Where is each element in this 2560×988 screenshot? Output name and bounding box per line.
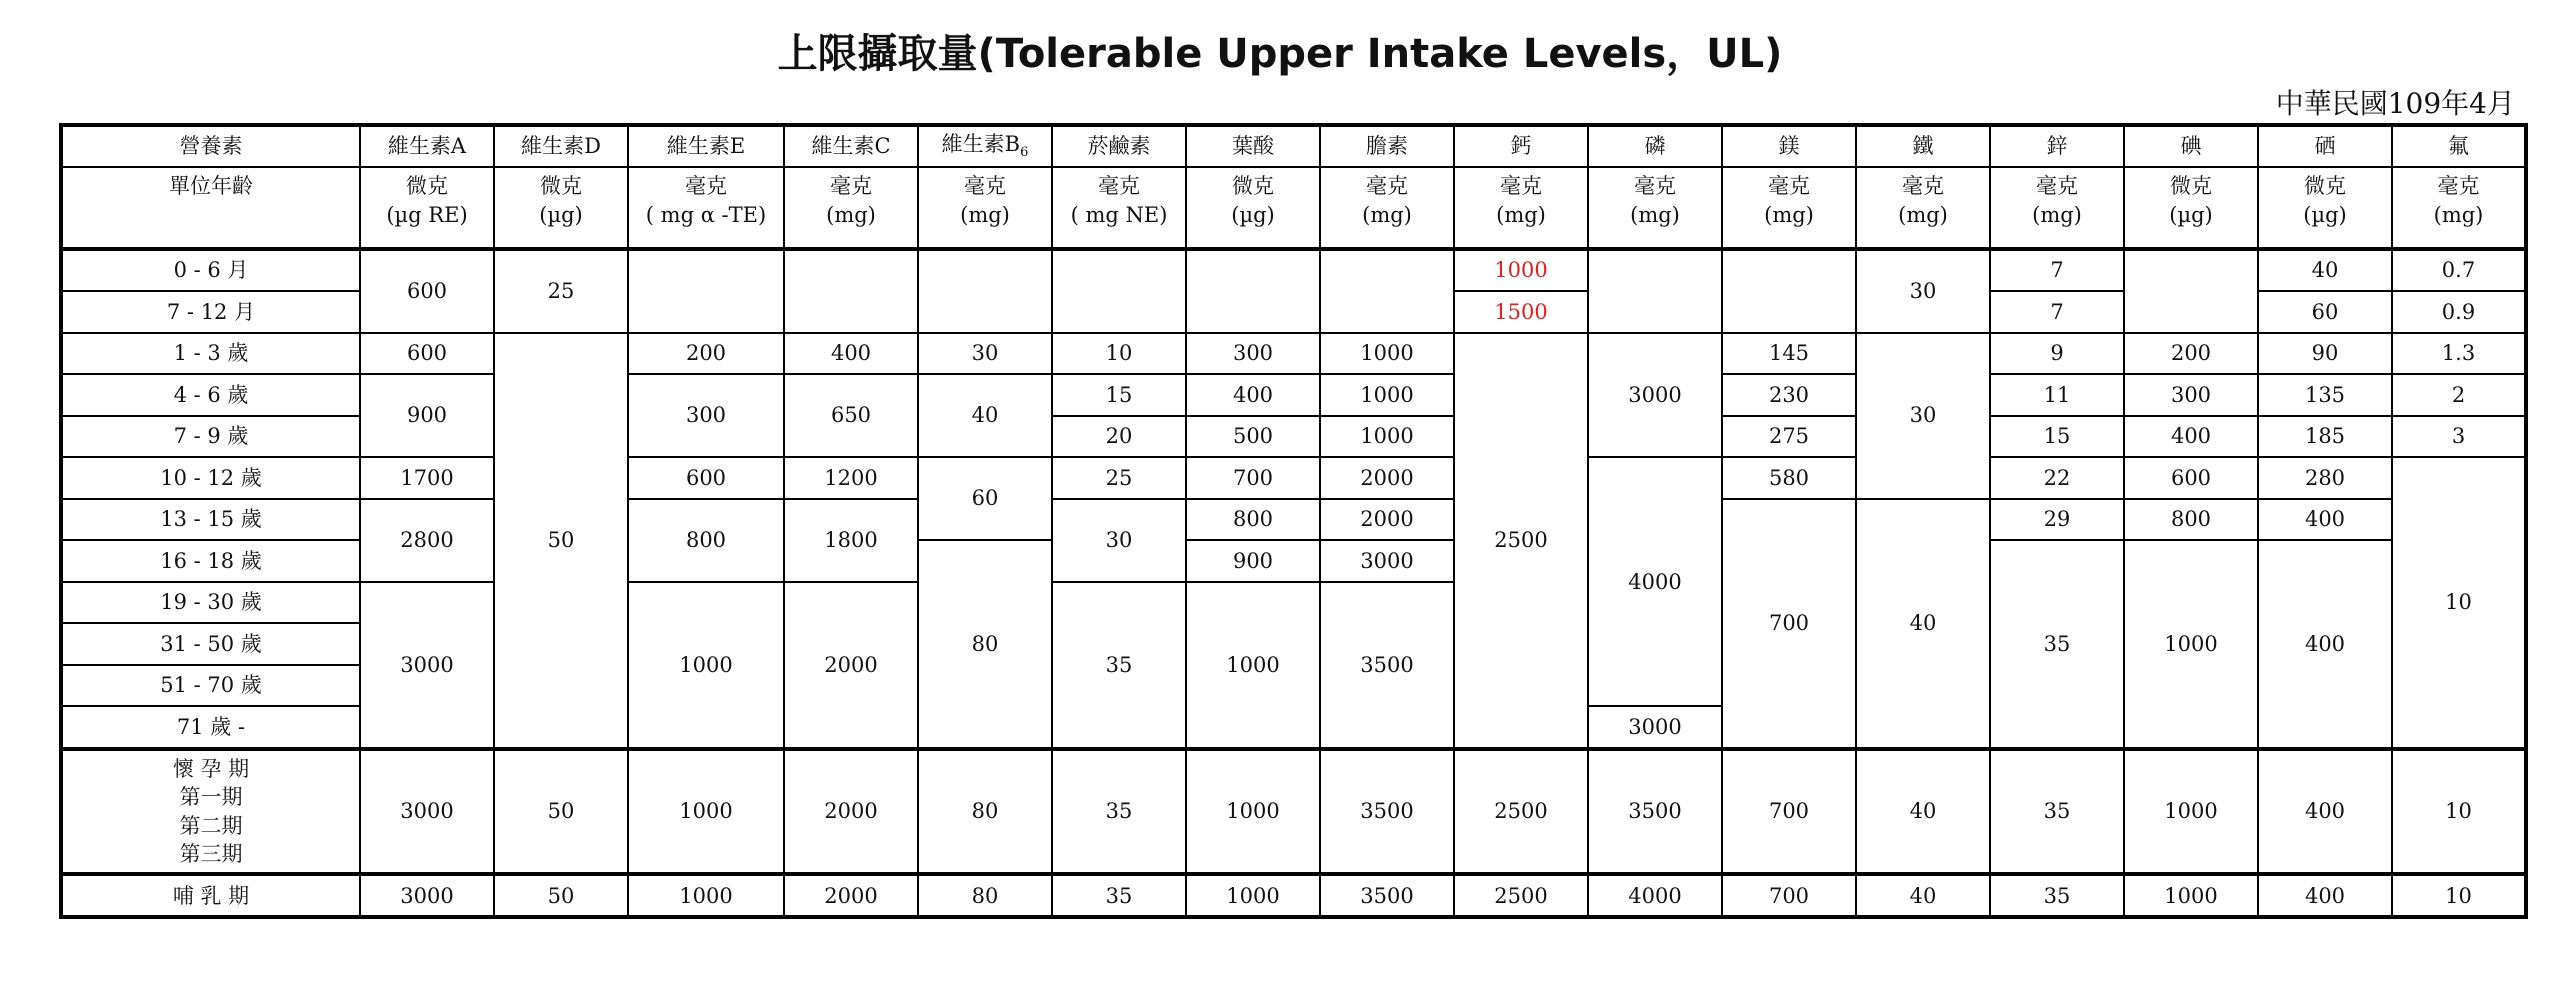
- cell-value: 700: [1722, 749, 1856, 875]
- cell-value: 10: [2392, 457, 2526, 749]
- table-row: [61, 457, 2526, 499]
- cell-value: 22: [1990, 457, 2124, 499]
- cell-value: 300: [628, 374, 784, 457]
- unit-symbol: (mg): [1630, 202, 1680, 227]
- cell-value: 1000: [2124, 540, 2258, 749]
- lactation-row: [61, 874, 2526, 917]
- cell-value: 2000: [784, 749, 918, 875]
- cell-value: 80: [918, 749, 1052, 875]
- cell-value: 7: [1990, 291, 2124, 333]
- cell-value: 900: [1186, 540, 1320, 582]
- cell-value: 50: [494, 333, 628, 749]
- unit-vitamin-e: [628, 167, 784, 249]
- age-label: 51 - 70 歲: [61, 665, 360, 707]
- cell-value: 900: [360, 374, 494, 457]
- unit-name: 微克: [2304, 173, 2346, 198]
- cell-value: 2500: [1454, 333, 1588, 749]
- unit-symbol: (mg): [2433, 202, 2484, 227]
- cell-value: 1000: [628, 874, 784, 917]
- empty-cell: [1052, 249, 1186, 333]
- age-label: 71 歲 -: [61, 706, 360, 749]
- cell-value: 400: [2124, 416, 2258, 458]
- cell-value: 600: [360, 333, 494, 375]
- cell-value: 700: [1722, 499, 1856, 749]
- cell-value: 600: [360, 249, 494, 333]
- cell-value: 1000: [2124, 874, 2258, 917]
- header-iodine: 碘: [2124, 125, 2258, 167]
- cell-value: 135: [2258, 374, 2392, 416]
- unit-age-label: 單位年齡: [61, 167, 360, 249]
- cell-value: 25: [1052, 457, 1186, 499]
- cell-value: 4000: [1588, 457, 1722, 706]
- cell-value: 3000: [1588, 706, 1722, 749]
- cell-value: 700: [1722, 874, 1856, 917]
- cell-value: 185: [2258, 416, 2392, 458]
- cell-value: 3: [2392, 416, 2526, 458]
- empty-cell: [784, 249, 918, 333]
- cell-value: 35: [1990, 749, 2124, 875]
- header-magnesium: 鎂: [1722, 125, 1856, 167]
- cell-value: 3000: [360, 749, 494, 875]
- cell-value: 50: [494, 749, 628, 875]
- cell-value: 400: [2258, 874, 2392, 917]
- cell-value: 2000: [1320, 499, 1454, 541]
- cell-value: 3000: [360, 582, 494, 749]
- pregnancy-label-line: 懷 孕 期: [172, 756, 250, 781]
- unit-name: 微克: [1232, 173, 1274, 198]
- unit-selenium: [2258, 167, 2392, 249]
- age-label: 31 - 50 歲: [61, 623, 360, 665]
- cell-value: 35: [1052, 582, 1186, 749]
- header-vitamin-a: 維生素A: [360, 125, 494, 167]
- cell-value: 200: [628, 333, 784, 375]
- unit-name: 毫克: [1366, 173, 1408, 198]
- unit-name: 毫克: [2437, 173, 2480, 198]
- header-folate: 葉酸: [1186, 125, 1320, 167]
- unit-fluoride: [2392, 167, 2526, 249]
- unit-iodine: [2124, 167, 2258, 249]
- cell-value: 600: [628, 457, 784, 499]
- header-choline: 膽素: [1320, 125, 1454, 167]
- cell-value: 10: [2392, 874, 2526, 917]
- age-label: 16 - 18 歲: [61, 540, 360, 582]
- cell-value: 25: [494, 249, 628, 333]
- pregnancy-label-line: 第三期: [179, 841, 243, 866]
- cell-value: 1000: [1320, 333, 1454, 375]
- header-vitamin-d: 維生素D: [494, 125, 628, 167]
- lactation-label: 哺 乳 期: [61, 874, 360, 917]
- unit-symbol: ( mg α -TE): [645, 202, 767, 227]
- cell-value: 200: [2124, 333, 2258, 375]
- unit-name: 毫克: [1500, 173, 1542, 198]
- cell-value: 1700: [360, 457, 494, 499]
- cell-value: 275: [1722, 416, 1856, 458]
- cell-value: 1000: [1320, 374, 1454, 416]
- cell-value: 2500: [1454, 749, 1588, 875]
- header-vitamin-b6-text: 維生素B: [941, 132, 1021, 157]
- unit-niacin: [1052, 167, 1186, 249]
- cell-value: 30: [1856, 249, 1990, 333]
- cell-value: 400: [784, 333, 918, 375]
- pregnancy-label: [61, 749, 360, 875]
- cell-value: 35: [1990, 874, 2124, 917]
- cell-value: 40: [918, 374, 1052, 457]
- page-title: 上限攝取量(Tolerable Upper Intake Levels，UL): [777, 31, 1783, 77]
- cell-value: 35: [1052, 749, 1186, 875]
- upper-intake-table: [59, 123, 2528, 919]
- header-selenium: 硒: [2258, 125, 2392, 167]
- cell-value: 700: [1186, 457, 1320, 499]
- cell-value: 90: [2258, 333, 2392, 375]
- empty-cell: [2124, 249, 2258, 333]
- cell-value: 10: [2392, 749, 2526, 875]
- unit-name: 微克: [406, 173, 448, 198]
- cell-value: 1000: [628, 749, 784, 875]
- cell-value: 400: [2258, 749, 2392, 875]
- cell-value: 2: [2392, 374, 2526, 416]
- cell-value: 400: [2258, 540, 2392, 749]
- cell-value: 1000: [1186, 749, 1320, 875]
- cell-value-highlight: 1000: [1454, 249, 1588, 292]
- table-row: [61, 333, 2526, 375]
- cell-value: 1000: [1186, 582, 1320, 749]
- cell-value: 40: [2258, 249, 2392, 292]
- cell-value: 500: [1186, 416, 1320, 458]
- unit-vitamin-d: [494, 167, 628, 249]
- unit-symbol: (mg): [826, 202, 876, 227]
- unit-name: 毫克: [1098, 173, 1140, 198]
- cell-value: 15: [1052, 374, 1186, 416]
- unit-name: 微克: [2170, 173, 2212, 198]
- empty-cell: [628, 249, 784, 333]
- table-row: [61, 249, 2526, 292]
- unit-vitamin-b6: [918, 167, 1052, 249]
- cell-value: 40: [1856, 749, 1990, 875]
- cell-value: 800: [628, 499, 784, 582]
- cell-value: 3500: [1320, 749, 1454, 875]
- age-label: 7 - 9 歲: [61, 416, 360, 458]
- cell-value: 7: [1990, 249, 2124, 292]
- cell-value: 20: [1052, 416, 1186, 458]
- cell-value: 3000: [1588, 333, 1722, 458]
- age-label: 4 - 6 歲: [61, 374, 360, 416]
- cell-value: 30: [918, 333, 1052, 375]
- cell-value: 50: [494, 874, 628, 917]
- cell-value: 60: [918, 457, 1052, 540]
- cell-value: 0.7: [2392, 249, 2526, 292]
- nutrient-header-row: [61, 125, 2526, 167]
- header-niacin: 菸鹼素: [1052, 125, 1186, 167]
- cell-value-highlight: 1500: [1454, 291, 1588, 333]
- unit-symbol: (mg): [960, 202, 1010, 227]
- empty-cell: [1320, 249, 1454, 333]
- cell-value: 60: [2258, 291, 2392, 333]
- cell-value: 400: [2258, 499, 2392, 541]
- cell-value: 2500: [1454, 874, 1588, 917]
- unit-symbol: (mg): [2032, 202, 2082, 227]
- cell-value: 30: [1856, 333, 1990, 499]
- cell-value: 2000: [784, 874, 918, 917]
- cell-value: 3500: [1320, 582, 1454, 749]
- cell-value: 1000: [1186, 874, 1320, 917]
- unit-name: 毫克: [1902, 173, 1944, 198]
- unit-header-row: [61, 167, 2526, 249]
- cell-value: 29: [1990, 499, 2124, 541]
- cell-value: 1800: [784, 499, 918, 582]
- cell-value: 80: [918, 874, 1052, 917]
- unit-name: 毫克: [830, 173, 872, 198]
- cell-value: 3000: [1320, 540, 1454, 582]
- cell-value: 10: [1052, 333, 1186, 375]
- unit-iron: [1856, 167, 1990, 249]
- unit-symbol: (mg): [1496, 202, 1546, 227]
- unit-name: 毫克: [2036, 173, 2078, 198]
- age-label: 1 - 3 歲: [61, 333, 360, 375]
- cell-value: 1000: [2124, 749, 2258, 875]
- cell-value: 650: [784, 374, 918, 457]
- cell-value: 3500: [1588, 749, 1722, 875]
- unit-name: 毫克: [685, 173, 727, 198]
- header-vitamin-b6: [918, 125, 1052, 167]
- unit-vitamin-c: [784, 167, 918, 249]
- unit-symbol: (µg RE): [386, 202, 468, 227]
- cell-value: 2800: [360, 499, 494, 582]
- cell-value: 11: [1990, 374, 2124, 416]
- age-label: 0 - 6 月: [61, 249, 360, 292]
- cell-value: 35: [1990, 540, 2124, 749]
- cell-value: 230: [1722, 374, 1856, 416]
- header-zinc: 鋅: [1990, 125, 2124, 167]
- cell-value: 1000: [1320, 416, 1454, 458]
- cell-value: 2000: [1320, 457, 1454, 499]
- unit-name: 毫克: [964, 173, 1006, 198]
- unit-symbol: (µg): [539, 202, 583, 227]
- cell-value: 1.3: [2392, 333, 2526, 375]
- header-calcium: 鈣: [1454, 125, 1588, 167]
- unit-calcium: [1454, 167, 1588, 249]
- cell-value: 9: [1990, 333, 2124, 375]
- age-label: 10 - 12 歲: [61, 457, 360, 499]
- cell-value: 30: [1052, 499, 1186, 582]
- cell-value: 1200: [784, 457, 918, 499]
- cell-value: 145: [1722, 333, 1856, 375]
- cell-value: 35: [1052, 874, 1186, 917]
- unit-zinc: [1990, 167, 2124, 249]
- unit-magnesium: [1722, 167, 1856, 249]
- pregnancy-label-line: 第二期: [179, 813, 243, 838]
- cell-value: 15: [1990, 416, 2124, 458]
- cell-value: 300: [2124, 374, 2258, 416]
- unit-symbol: (µg): [2169, 202, 2213, 227]
- cell-value: 2000: [784, 582, 918, 749]
- age-label: 19 - 30 歲: [61, 582, 360, 624]
- unit-vitamin-a: [360, 167, 494, 249]
- unit-phosphorus: [1588, 167, 1722, 249]
- header-phosphorus: 磷: [1588, 125, 1722, 167]
- unit-name: 毫克: [1634, 173, 1676, 198]
- table-row: [61, 374, 2526, 416]
- cell-value: 800: [1186, 499, 1320, 541]
- age-label: 7 - 12 月: [61, 291, 360, 333]
- nutrient-label: 營養素: [61, 125, 360, 167]
- table-row: [61, 499, 2526, 541]
- cell-value: 40: [1856, 874, 1990, 917]
- cell-value: 0.9: [2392, 291, 2526, 333]
- unit-symbol: (mg): [1362, 202, 1412, 227]
- empty-cell: [1588, 249, 1722, 333]
- cell-value: 800: [2124, 499, 2258, 541]
- cell-value: 400: [1186, 374, 1320, 416]
- cell-value: 600: [2124, 457, 2258, 499]
- pregnancy-row: [61, 749, 2526, 875]
- age-label: 13 - 15 歲: [61, 499, 360, 541]
- cell-value: 580: [1722, 457, 1856, 499]
- pregnancy-label-line: 第一期: [179, 785, 243, 810]
- cell-value: 3500: [1320, 874, 1454, 917]
- unit-symbol: (mg): [1898, 202, 1948, 227]
- header-vitamin-b6-subscript: 6: [1020, 145, 1029, 161]
- empty-cell: [1722, 249, 1856, 333]
- unit-name: 毫克: [1768, 173, 1810, 198]
- cell-value: 300: [1186, 333, 1320, 375]
- header-vitamin-e: 維生素E: [628, 125, 784, 167]
- unit-choline: [1320, 167, 1454, 249]
- cell-value: 4000: [1588, 874, 1722, 917]
- cell-value: 80: [918, 540, 1052, 749]
- empty-cell: [1186, 249, 1320, 333]
- unit-symbol: ( mg NE): [1070, 202, 1168, 227]
- header-vitamin-c: 維生素C: [784, 125, 918, 167]
- unit-name: 微克: [540, 173, 582, 198]
- cell-value: 1000: [628, 582, 784, 749]
- cell-value: 3000: [360, 874, 494, 917]
- unit-symbol: (mg): [1764, 202, 1814, 227]
- publication-date: 中華民國109年4月: [2275, 87, 2515, 120]
- cell-value: 280: [2258, 457, 2392, 499]
- unit-symbol: (µg): [1231, 202, 1275, 227]
- empty-cell: [918, 249, 1052, 333]
- unit-symbol: (µg): [2303, 202, 2347, 227]
- cell-value: 40: [1856, 499, 1990, 749]
- header-fluoride: 氟: [2392, 125, 2526, 167]
- unit-folate: [1186, 167, 1320, 249]
- header-iron: 鐵: [1856, 125, 1990, 167]
